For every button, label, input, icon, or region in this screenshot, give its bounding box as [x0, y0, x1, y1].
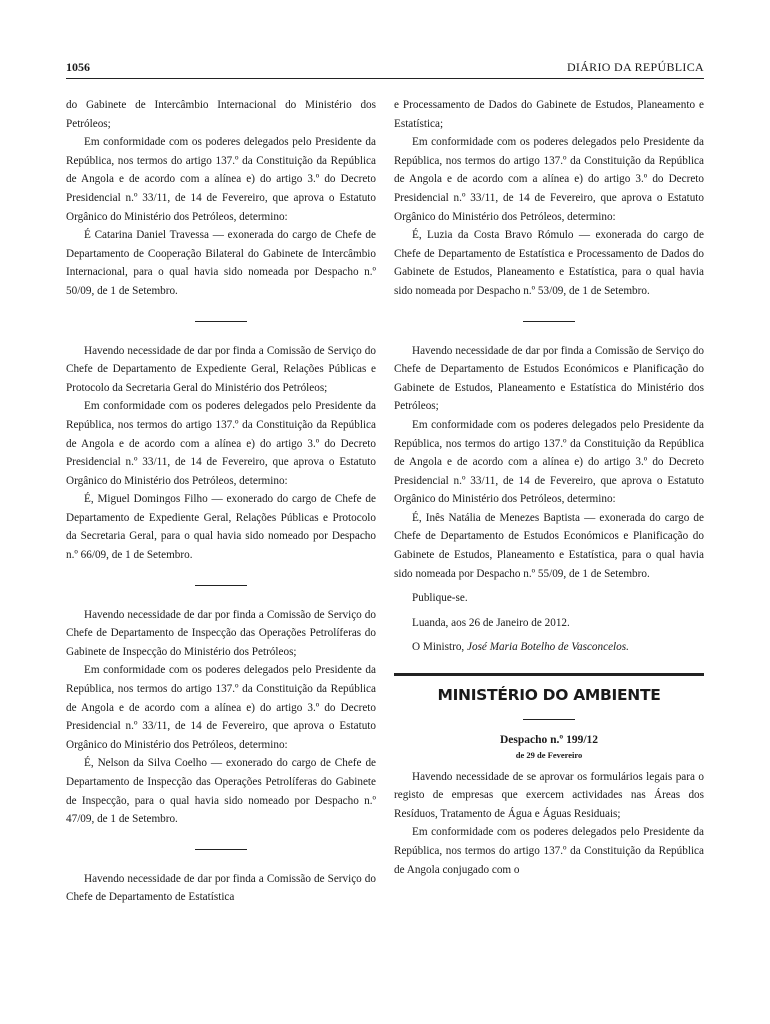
paragraph: Havendo necessidade de dar por finda a Comissão de Serviço do Chefe de Departamento de Inspecção das Operações Petrolíferas do Gabinete de Inspecção do Ministério dos Petróleos;: [66, 608, 376, 658]
paragraph: Havendo necessidade de dar por finda a Comissão de Serviço do Chefe de Departamento de Estudos Económicos e Planificação do Gabinete de Estudos, Planeamento e Estatística do Ministério dos Petróleos;: [394, 344, 704, 413]
despacho-date: de 29 de Fevereiro: [515, 749, 583, 760]
paragraph: Em conformidade com os poderes delegados pelo Presidente da República, nos termos do artigo 137.º da Constituição da República de Angola e de acordo com a alínea e) do artigo 3.º do Decreto Presidencial n.º 33/11, de 14 de Fevereiro, que aprova o Estatuto Orgânico do Ministério dos Petróleos, determino:: [394, 136, 704, 223]
paragraph: e Processamento de Dados do Gabinete de Estudos, Planeamento e Estatística;: [394, 99, 704, 130]
signature-line: [394, 638, 704, 657]
right-column: [394, 96, 704, 879]
paragraph: É Catarina Daniel Travessa — exonerada do cargo de Chefe de Departamento de Cooperação Bilateral do Gabinete de Intercâmbio Internacional, para o qual havia sido nomeada por Despacho n.º 50/09, de 1 de Setembro.: [66, 229, 376, 297]
section-separator: [195, 321, 247, 322]
journal-title: DIÁRIO DA REPÚBLICA: [566, 60, 704, 74]
section-separator: [523, 719, 575, 720]
paragraph: É, Miguel Domingos Filho — exonerado do cargo de Chefe de Departamento de Expediente Geral, Relações Públicas e Protocolo da Secretaria Geral, para o qual havia sido nomeado por Despacho n.º 66/09, de 1 de Setembro.: [66, 493, 376, 562]
left-column: [66, 96, 376, 907]
paragraph: Em conformidade com os poderes delegados pelo Presidente da República, nos termos do artigo 137.º da Constituição da República de Angola conjugado com o: [394, 826, 704, 876]
paragraph: Havendo necessidade de se aprovar os formulários legais para o registo de empresas que exercem actividades nas Áreas dos Resíduos, Tratamento de Água e Águas Residuais;: [394, 770, 704, 820]
page-number: 1056: [66, 60, 90, 74]
paragraph: É, Inês Natália de Menezes Baptista — exonerada do cargo de Chefe de Departamento de Estudos Económicos e Planificação do Gabinete de Estudos, Planeamento e Estatística, para o qual havia sido nomeada por Despacho n.º 55/09, de 1 de Setembro.: [394, 511, 704, 580]
paragraph: Em conformidade com os poderes delegados pelo Presidente da República, nos termos do artigo 137.º da Constituição da República de Angola e de acordo com a alínea e) do artigo 3.º do Decreto Presidencial n.º 33/11, de 14 de Fevereiro, que aprova o Estatuto Orgânico do Ministério dos Petróleos, determino:: [394, 418, 704, 506]
despacho-title: Despacho n.º 199/12: [499, 733, 599, 746]
paragraph: Havendo necessidade de dar por finda a Comissão de Serviço do Chefe de Departamento de Expediente Geral, Relações Públicas e Protocolo da Secretaria Geral do Ministério dos Petróleos;: [66, 344, 376, 394]
paragraph: do Gabinete de Intercâmbio Internacional do Ministério dos Petróleos;: [66, 99, 376, 130]
minister-prefix: O Ministro,: [412, 641, 468, 654]
minister-name: José Maria Botelho de Vasconcelos.: [467, 641, 629, 654]
section-separator: [523, 321, 575, 322]
section-separator: [195, 849, 247, 850]
paragraph: É, Luzia da Costa Bravo Rómulo — exonerada do cargo de Chefe de Departamento de Estatística e Processamento de Dados do Gabinete de Estudos, Planeamento e Estatística, para o qual havia sido nomeada por Despacho n.º 53/09, de 1 de Setembro.: [394, 229, 704, 297]
paragraph: Havendo necessidade de dar por finda a Comissão de Serviço do Chefe de Departamento de Estatística: [66, 872, 376, 904]
place-date: Luanda, aos 26 de Janeiro de 2012.: [412, 616, 570, 629]
section-separator: [195, 585, 247, 586]
paragraph: Em conformidade com os poderes delegados pelo Presidente da República, nos termos do artigo 137.º da Constituição da República de Angola e de acordo com a alínea e) do artigo 3.º do Decreto Presidencial n.º 33/11, de 14 de Fevereiro, que aprova o Estatuto Orgânico do Ministério dos Petróleos, determino:: [66, 664, 376, 751]
paragraph: É, Nelson da Silva Coelho — exonerado do cargo de Chefe de Departamento de Inspecção das Operações Petrolíferas do Gabinete de Inspecção, para o qual havia sido nomeado por Despacho n.º 47/09, de 1 de Setembro.: [66, 757, 376, 826]
section-rule: [394, 673, 704, 676]
paragraph: Em conformidade com os poderes delegados pelo Presidente da República, nos termos do artigo 137.º da Constituição da República de Angola e de acordo com a alínea e) do artigo 3.º do Decreto Presidencial n.º 33/11, de 14 de Fevereiro, que aprova o Estatuto Orgânico do Ministério dos Petróleos, determino:: [66, 136, 376, 223]
paragraph: Em conformidade com os poderes delegados pelo Presidente da República, nos termos do artigo 137.º da Constituição da República de Angola e de acordo com a alínea e) do artigo 3.º do Decreto Presidencial n.º 33/11, de 14 de Fevereiro, que aprova o Estatuto Orgânico do Ministério dos Petróleos, determino:: [66, 400, 376, 487]
page-header: [66, 58, 704, 79]
ministry-heading: MINISTÉRIO DO AMBIENTE: [437, 686, 661, 705]
publique-se: Publique-se.: [412, 592, 468, 605]
